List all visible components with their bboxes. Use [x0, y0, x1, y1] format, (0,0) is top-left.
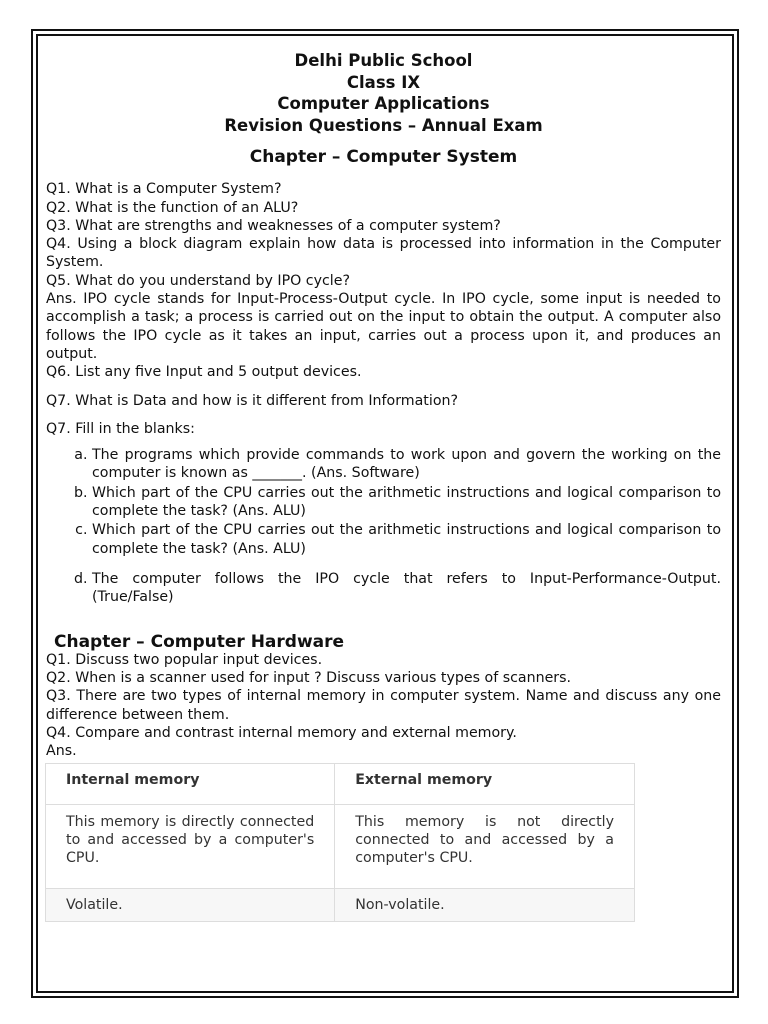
table-cell: This memory is directly connected to and accessed by a computer's CPU. — [46, 804, 335, 888]
list-item: a. The programs which provide commands to work upon and govern the working on the computer is known as _______. (Ans. Software) — [92, 446, 721, 483]
hw-question-4: Q4. Compare and contrast internal memory and external memory. — [46, 725, 517, 742]
hw-question-2: Q2. When is a scanner used for input ? Discuss various types of scanners. — [46, 670, 572, 687]
list-item: d. The computer follows the IPO cycle that refers to Input-Performance-Output. (True/False) — [92, 570, 721, 607]
memory-comparison-table — [45, 763, 635, 922]
table-cell: Non-volatile. — [335, 888, 635, 921]
hw-question-1: Q1. Discuss two popular input devices. — [46, 651, 323, 668]
chapter-title-computer-system: Chapter – Computer System — [249, 147, 518, 167]
table-header-row — [46, 763, 635, 804]
question-1: Q1. What is a Computer System? — [46, 181, 282, 198]
subject-name: Computer Applications — [277, 94, 490, 113]
class-name: Class IX — [346, 72, 421, 92]
question-5: Q5. What do you understand by IPO cycle? — [46, 272, 351, 289]
school-name: Delhi Public School — [294, 51, 473, 70]
question-6: Q6. List any five Input and 5 output devices. — [46, 364, 362, 381]
table-header-internal: Internal memory — [46, 763, 335, 804]
document-body — [46, 50, 721, 922]
list-item: b. Which part of the CPU carries out the arithmetic instructions and logical comparison to complete the task? (Ans. ALU) — [92, 484, 721, 521]
question-3: Q3. What are strengths and weaknesses of a computer system? — [46, 217, 501, 234]
table-cell: This memory is not directly connected to and accessed by a computer's CPU. — [335, 804, 635, 888]
document-header — [46, 50, 721, 136]
question-7-fill-blanks: Q7. Fill in the blanks: — [46, 420, 195, 437]
answer-5: Ans. IPO cycle stands for Input-Process-Output cycle. In IPO cycle, some input is needed to accomplish a task; a process is carried out on the input to obtain the output. A computer also follows the IPO cycle as it takes an input, carries out a process upon it, and produces an output. — [46, 291, 721, 362]
table-cell: Volatile. — [46, 888, 335, 921]
question-7-data: Q7. What is Data and how is it different from Information? — [46, 392, 459, 409]
table-row — [46, 888, 635, 921]
question-2: Q2. What is the function of an ALU? — [46, 199, 299, 216]
hw-question-3: Q3. There are two types of internal memory in computer system. Name and discuss any one difference between them. — [46, 688, 721, 723]
exam-title: Revision Questions – Annual Exam — [224, 115, 543, 135]
table-header-external: External memory — [335, 763, 635, 804]
fill-blanks-list — [46, 446, 721, 606]
chapter-title-computer-hardware: Chapter – Computer Hardware — [54, 631, 345, 652]
hw-answer-label: Ans. — [46, 743, 77, 760]
table-row — [46, 804, 635, 888]
list-item: c. Which part of the CPU carries out the arithmetic instructions and logical comparison to complete the task? (Ans. ALU) — [92, 521, 721, 558]
question-4: Q4. Using a block diagram explain how data is processed into information in the Computer System. — [46, 236, 721, 271]
